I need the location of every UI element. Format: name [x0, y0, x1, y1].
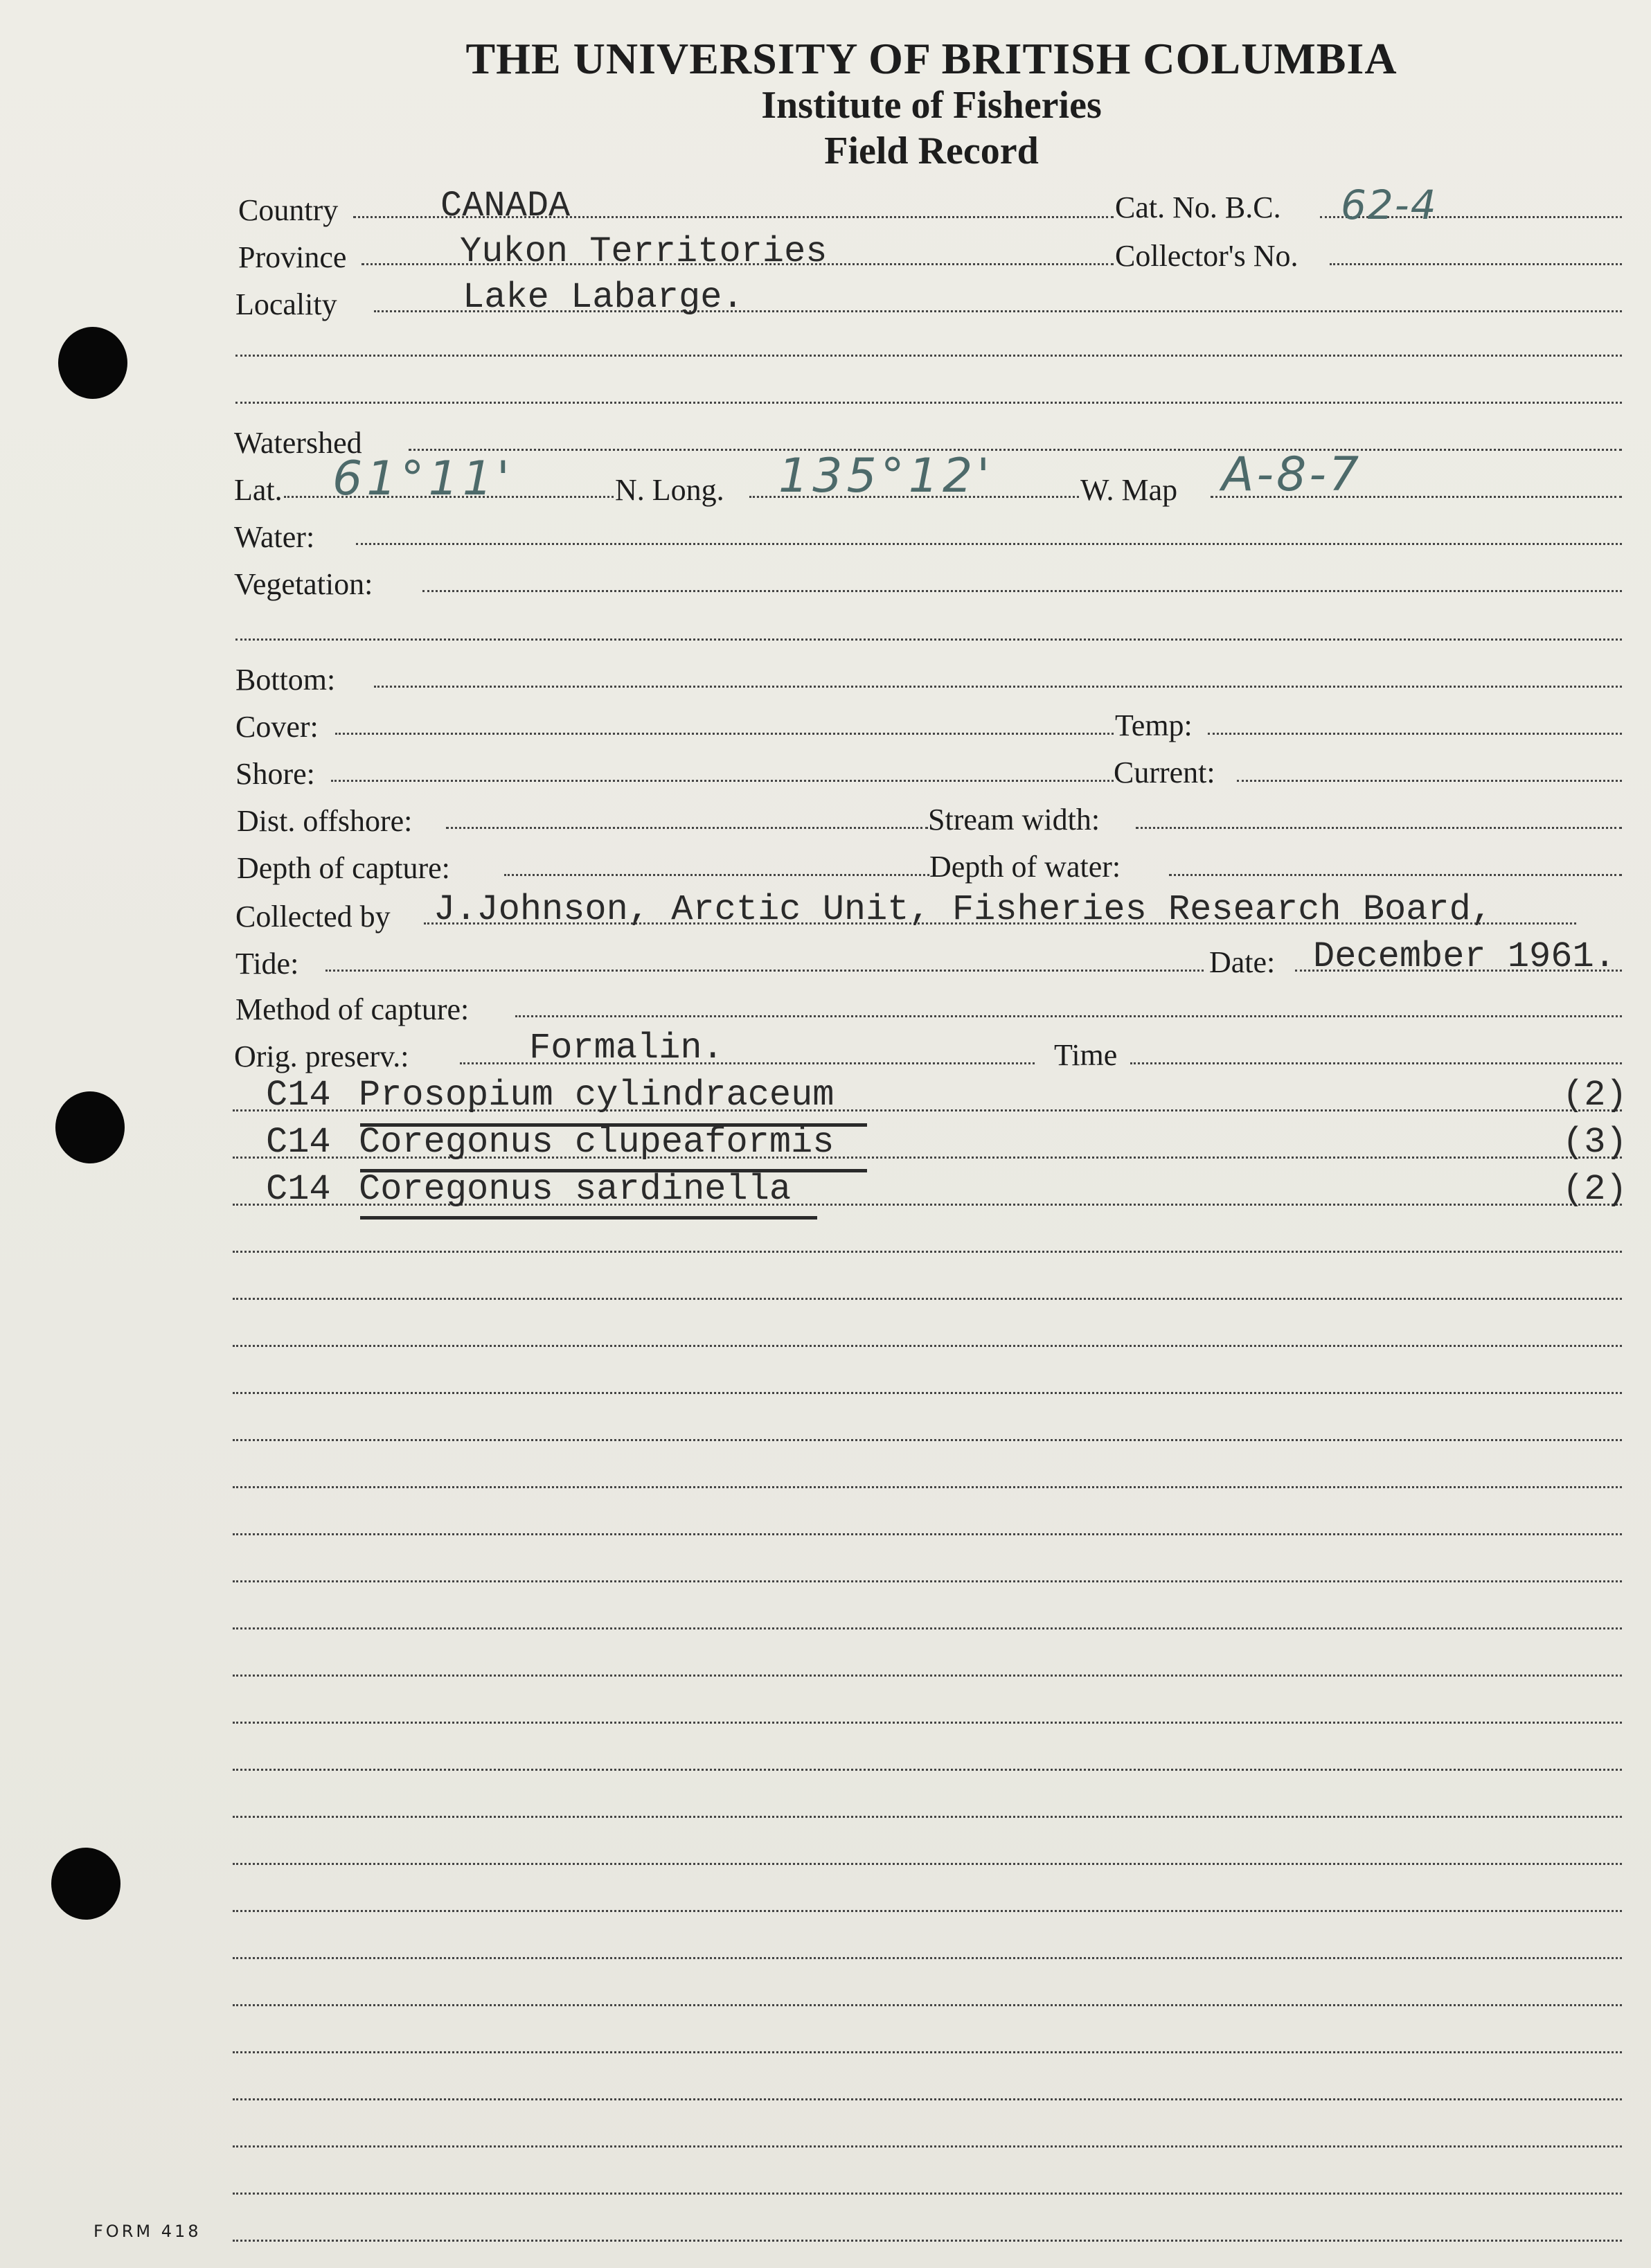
- form-number: FORM 418: [93, 2222, 202, 2241]
- blank-line: [233, 1863, 1622, 1865]
- specimen-count-1: (2): [1562, 1075, 1627, 1116]
- time-line: [1130, 1062, 1622, 1064]
- map-value: A-8-7: [1222, 447, 1362, 502]
- province-value: Yukon Territories: [460, 231, 828, 272]
- blank-line: [233, 1627, 1622, 1629]
- blank-line: [233, 1345, 1622, 1347]
- blank-line: [233, 1816, 1622, 1818]
- temp-line: [1208, 733, 1622, 735]
- locality-line-3: [235, 402, 1622, 404]
- specimen-code-3: C14: [266, 1169, 331, 1210]
- bottom-line: [374, 686, 1622, 688]
- date-value: December 1961.: [1313, 936, 1616, 977]
- current-line: [1237, 780, 1622, 782]
- dist-offshore-label: Dist. offshore:: [237, 804, 413, 838]
- record-title: Field Record: [824, 130, 1039, 172]
- collected-by-label: Collected by: [235, 900, 391, 934]
- blank-line: [233, 1675, 1622, 1677]
- blank-line: [233, 1392, 1622, 1394]
- locality-value: Lake Labarge.: [463, 277, 744, 318]
- binder-hole-bottom: [51, 1848, 121, 1920]
- specimen-count-2: (3): [1562, 1122, 1627, 1163]
- cat-no-label: Cat. No. B.C.: [1115, 190, 1281, 224]
- vegetation-line-2: [235, 639, 1622, 641]
- blank-line: [233, 1486, 1622, 1488]
- blank-line: [233, 2193, 1622, 2195]
- cover-label: Cover:: [235, 710, 319, 744]
- tide-line: [325, 970, 1204, 972]
- specimen-code-2: C14: [266, 1122, 331, 1163]
- method-label: Method of capture:: [235, 992, 470, 1026]
- water-line: [356, 543, 1622, 545]
- time-label: Time: [1054, 1038, 1118, 1072]
- specimen-count-3: (2): [1562, 1169, 1627, 1210]
- water-label: Water:: [234, 520, 315, 554]
- date-label: Date:: [1209, 945, 1276, 979]
- collectors-no-label: Collector's No.: [1115, 239, 1299, 273]
- temp-label: Temp:: [1115, 708, 1193, 742]
- collectors-no-line: [1330, 263, 1622, 265]
- blank-line: [233, 1957, 1622, 1959]
- binder-hole-top: [58, 327, 127, 399]
- blank-line: [233, 1533, 1622, 1535]
- n-long-label: N. Long.: [615, 473, 724, 507]
- stream-width-line: [1136, 827, 1622, 829]
- lat-label: Lat.: [234, 473, 283, 507]
- watershed-label: Watershed: [234, 426, 362, 460]
- locality-label: Locality: [235, 287, 337, 321]
- collected-by-value: J.Johnson, Arctic Unit, Fisheries Research Board,: [434, 889, 1493, 930]
- specimen-name-2: Coregonus clupeaformis: [359, 1122, 835, 1163]
- country-value: CANADA: [440, 186, 571, 226]
- vegetation-line: [422, 590, 1622, 592]
- depth-capture-label: Depth of capture:: [237, 851, 450, 885]
- blank-line: [233, 2098, 1622, 2100]
- orig-preserv-label: Orig. preserv.:: [234, 1039, 409, 1073]
- bottom-label: Bottom:: [235, 663, 336, 697]
- depth-capture-line: [504, 874, 929, 876]
- blank-line: [233, 2004, 1622, 2006]
- blank-line: [233, 1580, 1622, 1582]
- blank-line: [233, 1769, 1622, 1771]
- stream-width-label: Stream width:: [928, 803, 1100, 837]
- vegetation-label: Vegetation:: [234, 567, 373, 601]
- blank-line: [233, 1910, 1622, 1912]
- specimen-code-1: C14: [266, 1075, 331, 1116]
- specimen-name-1: Prosopium cylindraceum: [359, 1075, 835, 1116]
- lat-value: 61°11': [332, 452, 514, 506]
- blank-line: [233, 1251, 1622, 1253]
- orig-preserv-value: Formalin.: [529, 1028, 724, 1069]
- blank-line: [233, 1298, 1622, 1300]
- dist-offshore-line: [446, 827, 928, 829]
- tide-label: Tide:: [235, 947, 299, 981]
- cat-no-value: 62-4: [1341, 181, 1438, 229]
- specimen-name-3: Coregonus sardinella: [359, 1169, 792, 1210]
- blank-line: [233, 2051, 1622, 2053]
- method-line: [515, 1015, 1622, 1017]
- blank-line: [233, 1722, 1622, 1724]
- cover-line: [335, 733, 1114, 735]
- blank-line: [233, 1439, 1622, 1441]
- shore-label: Shore:: [235, 757, 315, 791]
- blank-line: [233, 2240, 1622, 2242]
- depth-water-line: [1169, 874, 1622, 876]
- province-label: Province: [238, 240, 347, 274]
- institute-title: Institute of Fisheries: [761, 84, 1102, 127]
- country-label: Country: [238, 193, 339, 227]
- specimen-underline-3: [360, 1216, 817, 1220]
- binder-hole-middle: [55, 1091, 125, 1163]
- w-map-label: W. Map: [1080, 473, 1178, 507]
- current-label: Current:: [1114, 756, 1215, 789]
- blank-line: [233, 2145, 1622, 2148]
- university-title: THE UNIVERSITY OF BRITISH COLUMBIA: [465, 34, 1398, 83]
- depth-water-label: Depth of water:: [929, 850, 1121, 884]
- watershed-line: [409, 449, 1622, 451]
- locality-line-2: [235, 355, 1622, 357]
- shore-line: [331, 780, 1114, 782]
- long-value: 135°12': [778, 449, 994, 503]
